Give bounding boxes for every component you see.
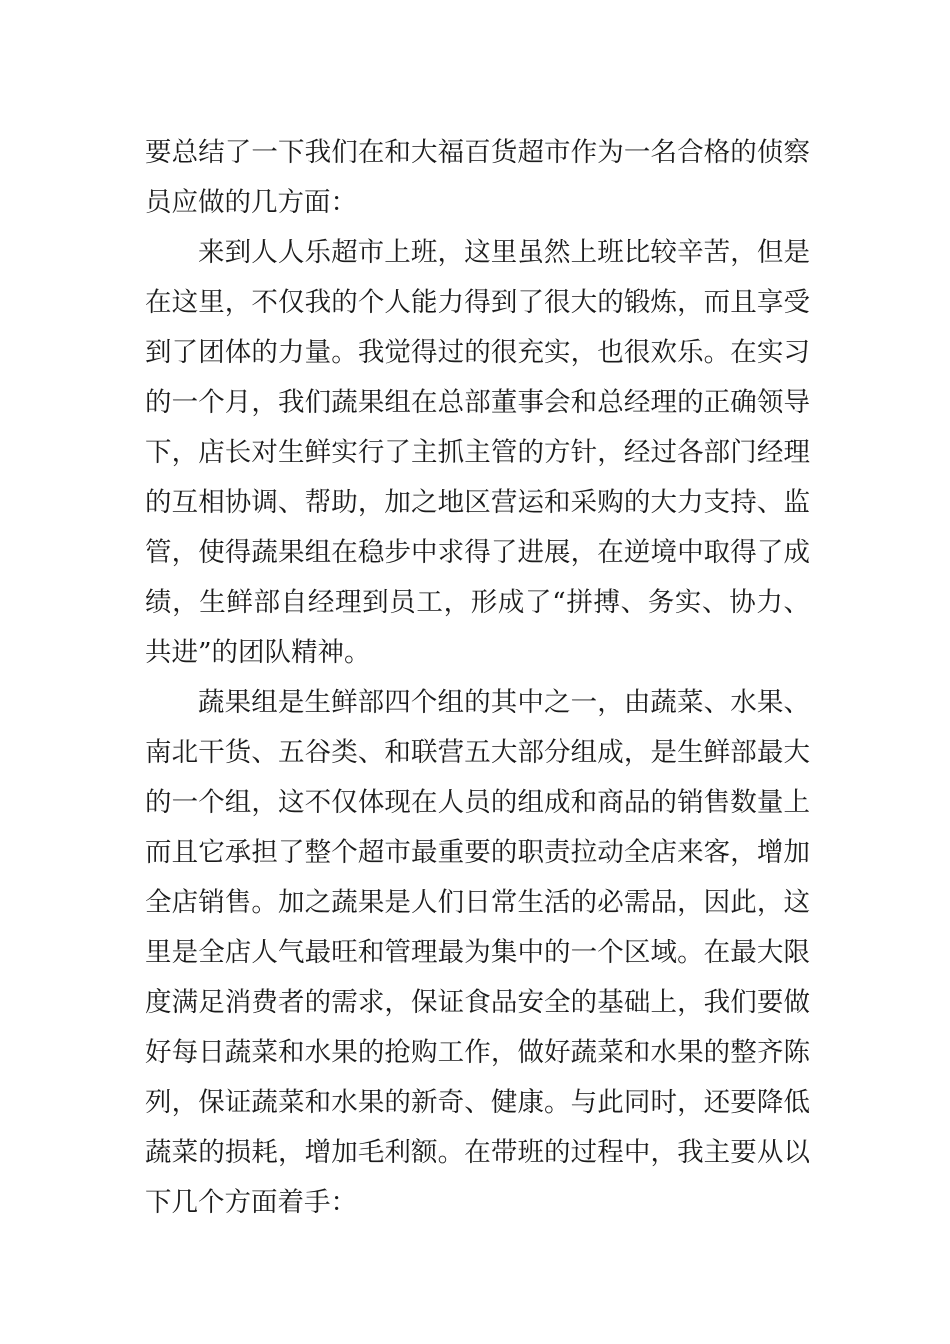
paragraph-produce-group: 蔬果组是生鲜部四个组的其中之一，由蔬菜、水果、南北干货、五谷类、和联营五大部分组成，是生鲜部最大的一个组，这不仅体现在人员的组成和商品的销售数量上而且它承担了整个超市最重要的职责拉动全店来客，增加全店销售。加之蔬果是人们日常生活的必需品，因此，这里是全店人气最旺和管理最为集中的一个区域。在最大限度满足消费者的需求，保证食品安全的基础上，我们要做好每日蔬菜和水果的抢购工作，做好蔬菜和水果的整齐陈列，保证蔬菜和水果的新奇、健康。与此同时，还要降低蔬菜的损耗，增加毛利额。在带班的过程中，我主要从以下几个方面着手： (145, 687, 810, 1218)
paragraph-work-experience: 来到人人乐超市上班，这里虽然上班比较辛苦，但是在这里，不仅我的个人能力得到了很大的锻炼，而且享受到了团体的力量。我觉得过的很充实，也很欢乐。在实习的一个月，我们蔬果组在总部董事会和总经理的正确领导下，店长对生鲜实行了主抓主管的方针，经过各部门经理的互相协调、帮助，加之地区营运和采购的大力支持、监管，使得蔬果组在稳步中求得了进展，在逆境中取得了成绩，生鲜部自经理到员工，形成了“拼搏、务实、协力、共进”的团队精神。 (145, 237, 810, 668)
paragraph-continuation: 要总结了一下我们在和大福百货超市作为一名合格的侦察员应做的几方面： (145, 137, 810, 218)
body-text (145, 128, 810, 1228)
